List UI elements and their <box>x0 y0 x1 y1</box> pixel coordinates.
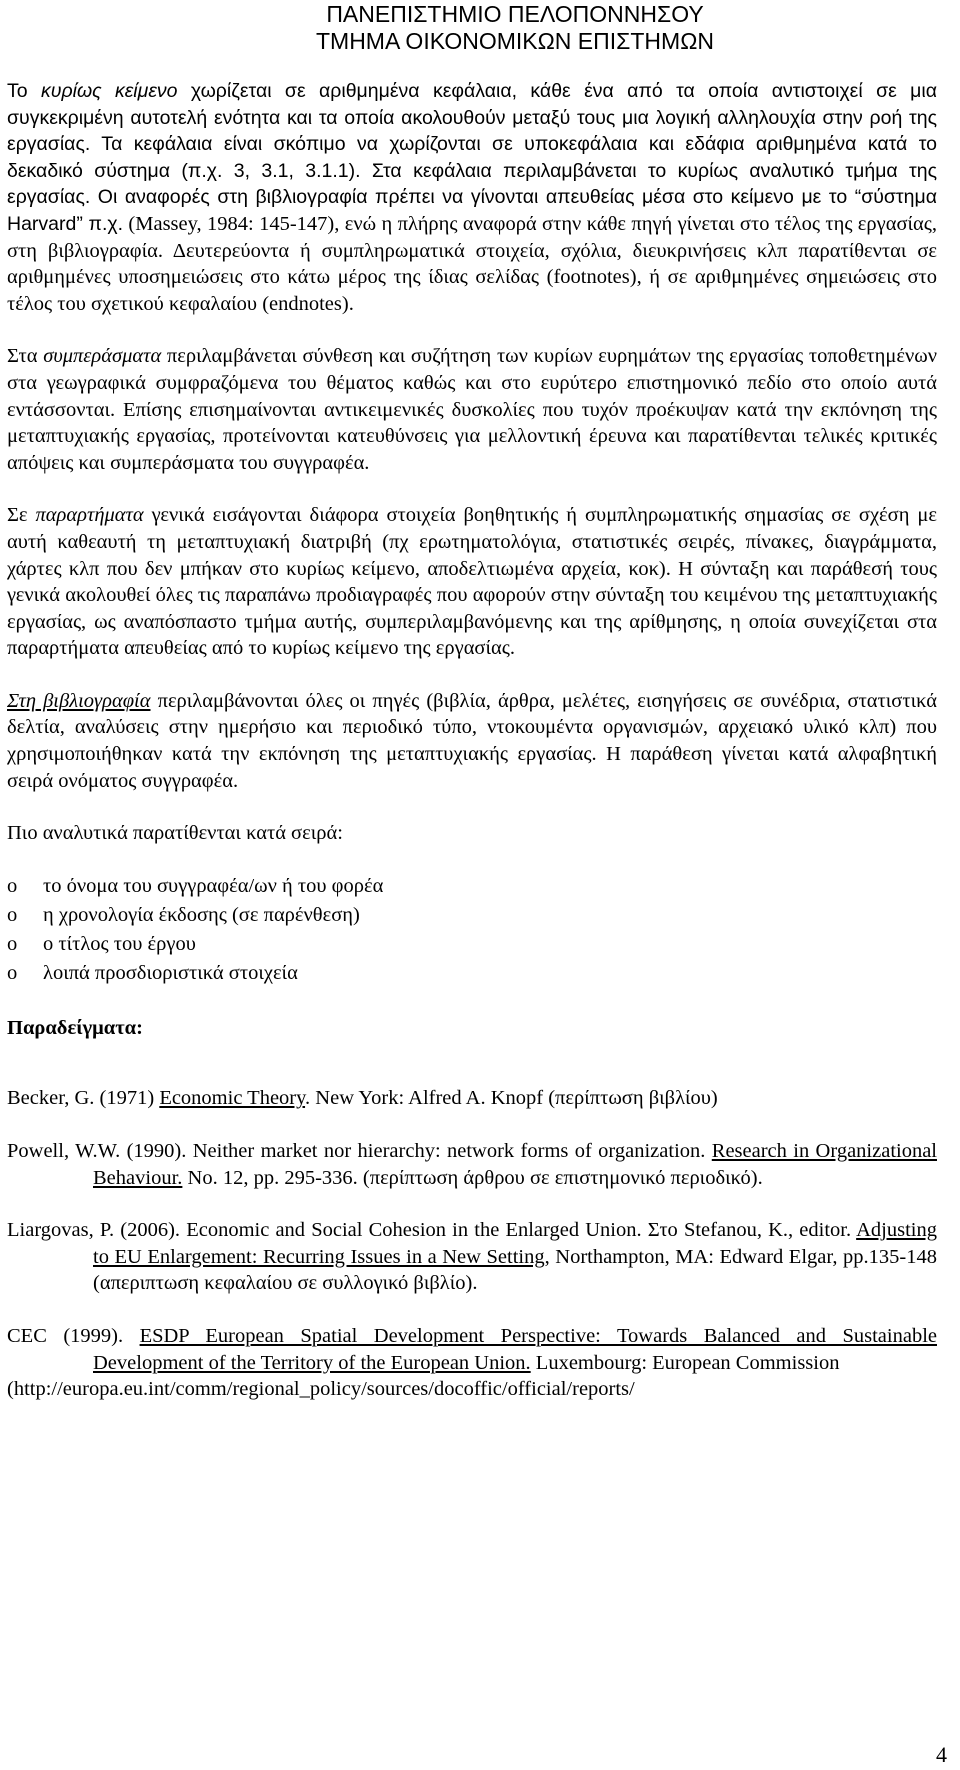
examples-heading: Παραδείγματα: <box>7 1016 143 1039</box>
term-appendices: παραρτήματα <box>35 504 144 527</box>
reference-book: Becker, G. (1971) Economic Theory. New York: Alfred A. Knopf (περίπτωση βιβλίου) <box>7 1087 718 1110</box>
term-bibliography: Στη βιβλιογραφία <box>7 689 151 712</box>
bullet-icon: o <box>7 961 18 984</box>
list-item: o ο τίτλος του έργου <box>7 931 937 960</box>
main-text-rest: (Massey, 1984: 145-147), ενώ η πλήρης αναφορά στην κάθε πηγή γίνεται στο τέλος της εργασίας, στη βιβλιογραφία. Δευτερεύοντα ή συμπληρωματικά στοιχεία, σχόλια, διευκρινήσεις κλπ παρατίθενται σε αριθμημένες υποσημειώσεις στο κάτω μέρος της ίδιας σελίδας (footnotes), ή σε αριθμημένες σημειώσεις στο τέλος του σχετικού κεφαλαίου (endnotes). <box>7 212 937 315</box>
university-name: ΠΑΝΕΠΙΣΤΗΜΙΟ ΠΕΛΟΠΟΝΝΗΣΟΥ <box>326 1 704 27</box>
bullet-icon: o <box>7 932 18 955</box>
document-body <box>7 78 937 1403</box>
term-main-text: κυρίως κείμενο <box>40 80 178 102</box>
paragraph-appendices: Σε παραρτήματα γενικά εισάγονται διάφορα στοιχεία βοηθητικής ή συμπληρωματικής σημασίας σε σχέση με αυτή καθεαυτή τη μεταπτυχιακή διατριβή (πχ ερωτηματολόγια, στατιστικές σειρές, πίνακες, διαγράμματα, χάρτες κλπ που δεν μπήκαν στο κυρίως κείμενο, αποδελτιωμένα αρχεία, κοκ). Η σύνταξη και παράθεσή τους γενικά ακολουθεί όλες τις παραπάνω προδιαγραφές που αφορούν στην σύνταξη του κειμένου της μεταπτυχιακής εργασίας, ως αναπόσπαστο τμήμα αυτής, συμπεριλαμβανόμενης και της αρίθμησης, η οποία συνεχίζεται στα παραρτήματα απευθείας από το κυρίως κείμενο της εργασίας. <box>7 504 937 660</box>
reference-url: (http://europa.eu.int/comm/regional_policy/sources/docoffic/official/reports/ <box>7 1378 635 1401</box>
paragraph-main-text <box>7 78 937 317</box>
reference-title: Economic Theory <box>159 1087 306 1110</box>
department-name: ΤΜΗΜΑ ΟΙΚΟΝΟΜΙΚΩΝ ΕΠΙΣΤΗΜΩΝ <box>315 28 714 54</box>
list-item: o η χρονολογία έκδοσης (σε παρένθεση) <box>7 902 937 931</box>
citation-elements-list <box>7 873 937 989</box>
bullet-icon: o <box>7 903 18 926</box>
bullet-icon: o <box>7 874 18 897</box>
page-number: 4 <box>936 1742 947 1767</box>
reference-title: Adjusting to EU Enlargement: Recurring Issues in a New Setting <box>93 1219 937 1268</box>
term-conclusions: συμπεράσματα <box>43 345 162 368</box>
reference-title: ESDP European Spatial Development Perspective: Towards Balanced and Sustainable Development of the Territory of the European Union. <box>93 1325 937 1374</box>
reference-report: CEC (1999). ESDP European Spatial Development Perspective: Towards Balanced and Sustainable Development of the Territory of the European Union. Luxembourg: European Commission (http://europa.eu.int/comm/regional_policy/sources/docoffic/official/reports/ <box>7 1323 937 1403</box>
paragraph-bibliography: Στη βιβλιογραφία περιλαμβάνονται όλες οι πηγές (βιβλία, άρθρα, μελέτες, εισηγήσεις σε συνέδρια, στατιστικά δελτία, αναλύσεις στην ημερήσιο και περιοδικό τύπο, ντοκουμέντα οργανισμών, αρχειακό υλικό κλπ) που χρησιμοποιήθηκαν κατά την εκπόνηση της μεταπτυχιακής εργασίας. Η παράθεση γίνεται κατά αλφαβητική σειρά ονόματος συγγραφέα. <box>7 689 937 792</box>
reference-journal-article: Powell, W.W. (1990). Neither market nor hierarchy: network forms of organization. Research in Organizational Behaviour. No. 12, pp. 295-336. (περίπτωση άρθρου σε επιστημονικό περιοδικό). <box>7 1140 937 1189</box>
reference-book-chapter: Liargovas, P. (2006). Economic and Social Cohesion in the Enlarged Union. Στο Stefanou, K., editor. Adjusting to EU Enlargement: Recurring Issues in a New Setting, Northampton, MA: Edward Elgar, pp.135-148 (απεριπτωση κεφαλαίου σε συλλογικό βιβλίο). <box>7 1219 937 1295</box>
page-header <box>0 0 960 55</box>
list-item: o το όνομα του συγγραφέα/ων ή του φορέα <box>7 873 937 902</box>
list-intro: Πιο αναλυτικά παρατίθενται κατά σειρά: <box>7 822 343 845</box>
reference-title: Research in Organizational Behaviour. <box>93 1140 937 1189</box>
main-text-intro: Το κυρίως κείμενο χωρίζεται σε αριθμημένα κεφάλαια, κάθε ένα από τα οποία αντιστοιχεί σε μια συγκεκριμένη αυτοτελή ενότητα και τα οποία ακολουθούν μεταξύ τους μια λογική αλληλουχία στην ροή της εργασίας. Τα κεφάλαια είναι σκόπιμο να χωρίζονται σε υποκεφάλαια και εδάφια αριθμημένα κατά το δεκαδικό σύστημα (π.χ. 3, 3.1, 3.1.1). Στα κεφάλαια περιλαμβάνεται το κυρίως αναλυτικό τμήμα της εργασίας. Οι αναφορές στη βιβλιογραφία πρέπει να γίνονται απευθείας μέσα στο κείμενο με το “σύστημα Harvard” π.χ. <box>7 80 937 235</box>
paragraph-conclusions: Στα συμπεράσματα περιλαμβάνεται σύνθεση και συζήτηση των κυρίων ευρημάτων της εργασίας τοποθετημένων στα γεωγραφικά συμφραζόμενα του θέματος καθώς και στο ευρύτερο επιστημονικό πεδίο στο οποίο αυτά εντάσσονται. Επίσης επισημαίνονται αντικειμενικές δυσκολίες που τυχόν προέκυψαν κατά την εκπόνηση της μεταπτυχιακής εργασίας, προτείνονται κατευθύνσεις για μελλοντική έρευνα και παρατίθενται τελικές κριτικές απόψεις και συμπεράσματα του συγγραφέα. <box>7 345 937 474</box>
list-item: o λοιπά προσδιοριστικά στοιχεία <box>7 960 937 989</box>
